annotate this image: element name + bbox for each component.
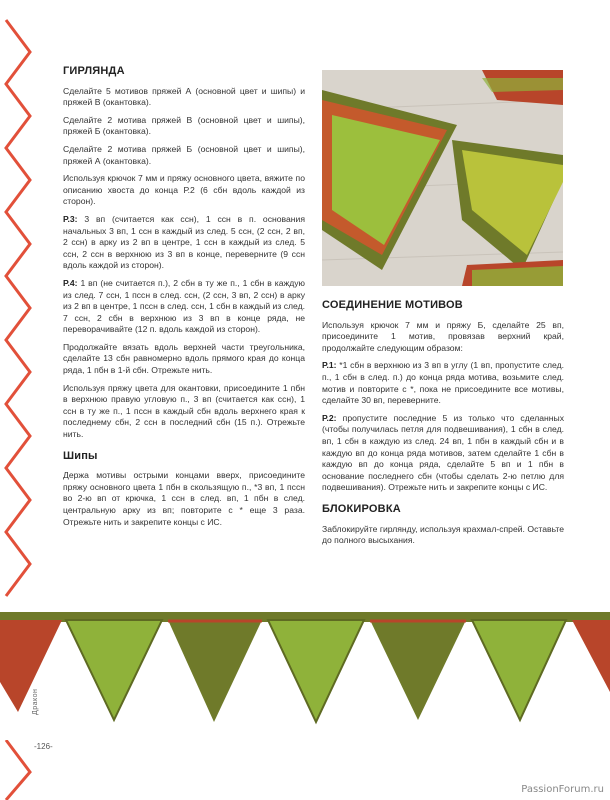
motif-photo xyxy=(322,70,563,286)
section-title-blocking: БЛОКИРОВКА xyxy=(322,502,401,515)
section-title-spikes: Шипы xyxy=(63,449,98,462)
paragraph: Используя крючок 7 мм и пряжу основного цвета, вяжите по описанию хвоста до конца Р.2 (6 сбн вдоль каждой из сторон). xyxy=(63,173,305,207)
row-instruction xyxy=(63,214,305,272)
paragraph: Используя крючок 7 мм и пряжу Б, сделайте 25 вп, присоедините 1 мотив, провязав верхний край, продолжайте следующим образом: xyxy=(322,319,564,353)
paragraph: Используя пряжу цвета для окантовки, присоедините 1 пбн в верхнюю правую угловую п., 3 вп (считается как ссн), 1 ссн в ту же п., 1 пссн в каждый сбн вдоль верхнего края к последнему сбн, 2 ссн в последний сбн (15 п.). Отрежьте нить. xyxy=(63,382,305,440)
paragraph: Продолжайте вязать вдоль верхней части треугольника, сделайте 13 сбн равномерно вдоль прямого края до конца ряда, 1 пбн в 1-й сбн. Отрежьте нить. xyxy=(63,341,305,376)
page-number: -126- xyxy=(34,742,53,751)
row-instruction xyxy=(322,360,564,406)
paragraph: Сделайте 2 мотива пряжей В (основной цвет и шипы), пряжей Б (окантовка). xyxy=(63,114,305,137)
paragraph: Сделайте 2 мотива пряжей Б (основной цвет и шипы), пряжей А (окантовка). xyxy=(63,143,305,166)
row-label: Р.3: xyxy=(63,213,78,224)
side-label: Дракон xyxy=(32,688,39,715)
row-label: Р.4: xyxy=(63,277,78,288)
garland-image xyxy=(0,612,610,740)
site-watermark: PassionForum.ru xyxy=(521,784,604,795)
paragraph: Сделайте 5 мотивов пряжей А (основной цвет и шипы) и пряжей В (окантовка). xyxy=(63,85,305,108)
row-instruction xyxy=(322,413,564,494)
left-column xyxy=(63,66,305,534)
row-label: Р.1: xyxy=(322,360,337,371)
row-text: 3 вп (считается как ссн), 1 ссн в п. основания начальных 3 вп, 1 ссн в каждый из след. 5 ссн, (2 ссн, 2 вп, 2 ссн) в арку из 2 вп в центре, 1 ссн в каждый из след. 5 ссн, 2 ссн в верхнюю из 3 вп в конце, переверните (9 ссн вдоль каждой из сторон). xyxy=(63,213,305,271)
paragraph: Держа мотивы острыми концами вверх, присоедините пряжу основного цвета 1 пбн в скользящую п., *3 вп, 1 пссн во 2-ю вп от крючка, 1 ссн в след. вп, 1 пбн в след. центральную арку из вп; повторите с * еще 3 раза. Отрежьте нить и закрепите концы с ИС. xyxy=(63,470,305,527)
row-text: *1 сбн в верхнюю из 3 вп в углу (1 вп, пропустите след. п., 1 сбн в след. п.) до конца ряда мотива, возьмите след. мотив и повторите с *, пока не присоедините все мотивы, сделайте 30 вп, переверните. xyxy=(322,360,564,406)
row-label: Р.2: xyxy=(322,412,337,423)
right-column xyxy=(322,300,564,553)
row-text: 1 вп (не считается п.), 2 сбн в ту же п., 1 сбн в каждую из след. 7 ссн, 1 пссн в след. ссн, (2 ссн, 3 вп, 2 ссн) в арку из 2 вп в центре, 1 пссн в след. ссн, 1 сбн в каждый из след. 7 ссн, 2 сбн в верхнюю из 3 вп в конце ряда, не переворачивайте (12 п. вдоль каждой из сторон). xyxy=(63,277,305,335)
row-instruction xyxy=(63,278,305,336)
row-text: пропустите последние 5 из только что сделанных (чтобы получилась петля для подвешивания), 1 сбн в след. вп, 1 сбн в каждую из след. 24 вп, 1 пбн в каждый сбн и в каждую вп до конца ряда мотивов, затем сделайте 1 сбн в каждую вп до конца ряда, сделайте 5 вп и 1 пбн в основание последнего сбн (чтобы сделать 2-ю петлю для подвешивания). Отрежьте нить и закрепите концы с ИС. xyxy=(322,412,564,493)
section-title-joining: СОЕДИНЕНИЕ МОТИВОВ xyxy=(322,299,463,311)
section-title-garland: ГИРЛЯНДА xyxy=(63,65,125,77)
paragraph: Заблокируйте гирлянду, используя крахмал-спрей. Оставьте до полного высыхания. xyxy=(322,523,564,546)
